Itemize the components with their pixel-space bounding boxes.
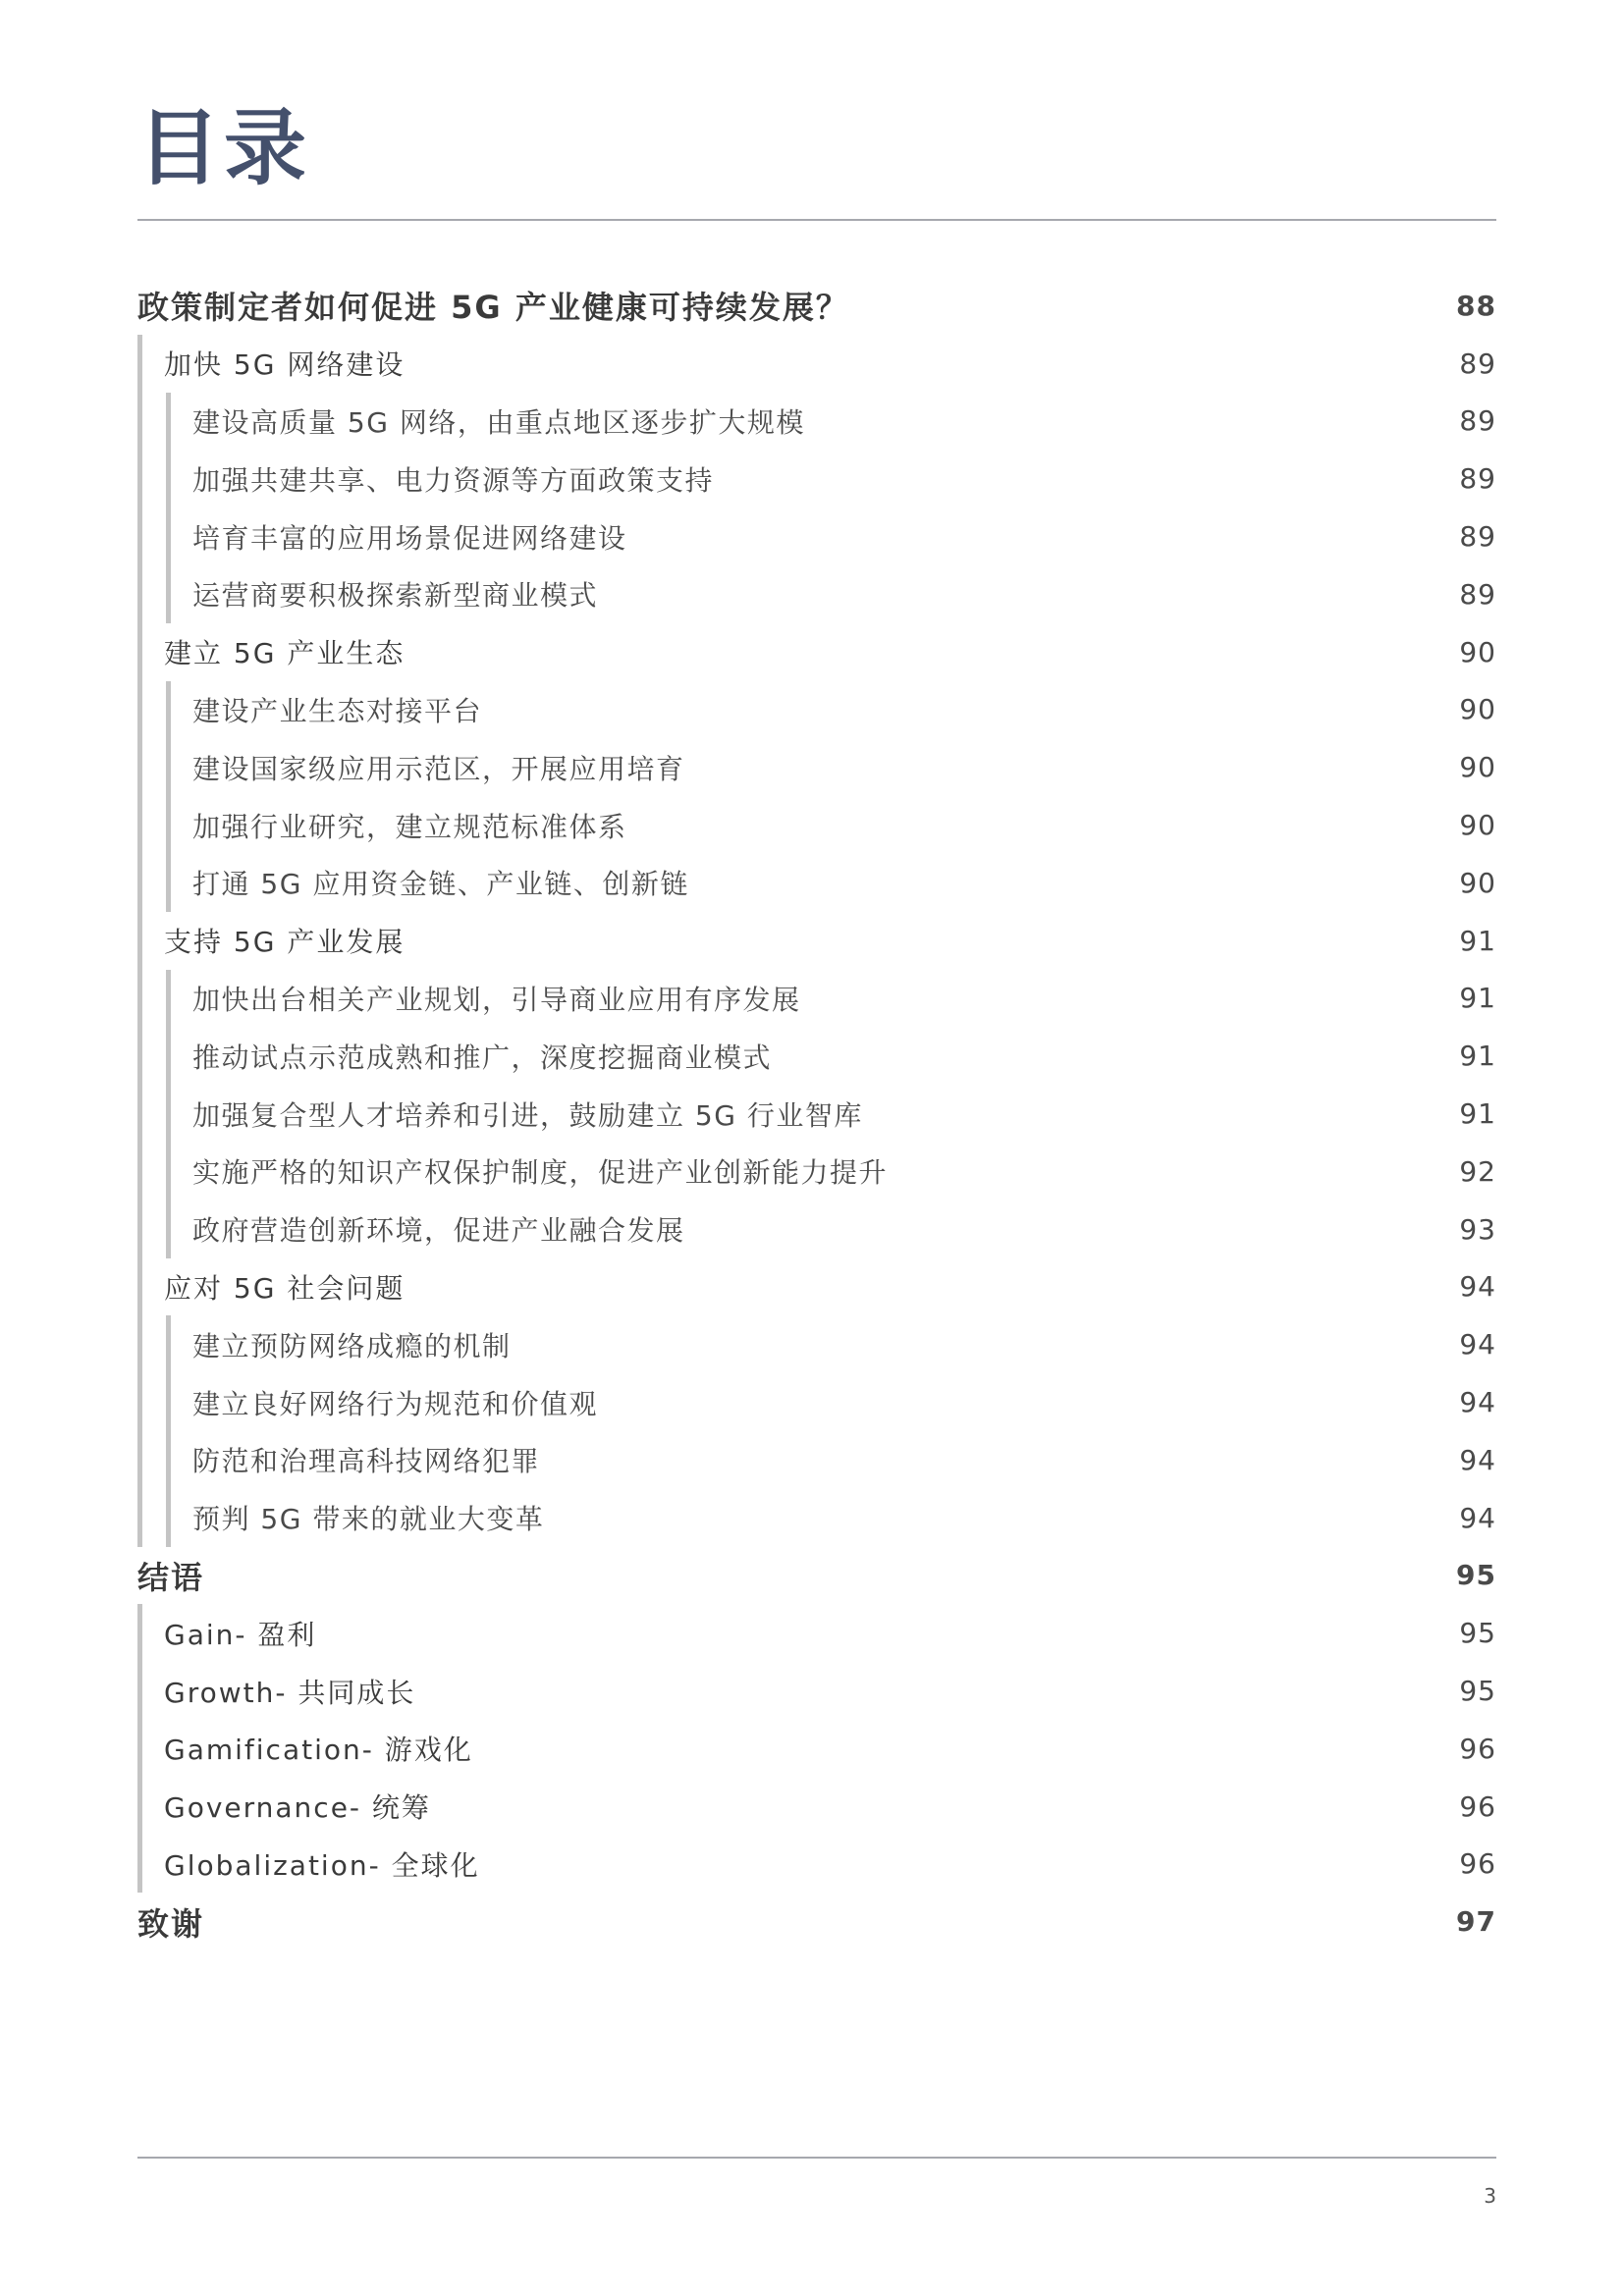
toc-entry-title: 推动试点示范成熟和推广，深度挖掘商业模式 [192, 1041, 773, 1074]
toc-entry-subsection[interactable] [137, 1431, 1496, 1489]
toc-entry-subsection[interactable] [137, 1027, 1496, 1085]
toc-entry-section[interactable] [137, 623, 1496, 681]
toc-entry-title: 预判 5G 带来的就业大变革 [192, 1503, 545, 1536]
toc-entry-subsection[interactable] [137, 450, 1496, 507]
toc-entry-page-number: 95 [1456, 1559, 1496, 1592]
toc-entry-subsection[interactable] [137, 1373, 1496, 1431]
toc-entry-page-number: 94 [1459, 1386, 1496, 1419]
toc-entry-page-number: 97 [1456, 1905, 1496, 1939]
toc-entry-section[interactable] [137, 1604, 1496, 1662]
toc-entry-page-number: 89 [1459, 462, 1496, 496]
page-title: 目录 [137, 100, 311, 196]
section-group [137, 335, 1496, 1547]
toc-entry-subsection[interactable] [137, 393, 1496, 451]
toc-entry-page-number: 93 [1459, 1212, 1496, 1246]
toc-entry-page-number: 95 [1459, 1617, 1496, 1650]
toc-entry-page-number: 89 [1459, 577, 1496, 611]
toc-entry-page-number: 94 [1459, 1328, 1496, 1362]
toc-entry-title: Globalization- 全球化 [164, 1848, 480, 1882]
toc-entry-subsection[interactable] [137, 1315, 1496, 1373]
toc-entry-section[interactable] [137, 1720, 1496, 1778]
toc-entry-page-number: 91 [1459, 982, 1496, 1015]
toc-entry-title: 实施严格的知识产权保护制度，促进产业创新能力提升 [192, 1156, 889, 1190]
toc-entry-page-number: 90 [1459, 693, 1496, 726]
toc-entry-page-number: 89 [1459, 404, 1496, 438]
toc-entry-title: 致谢 [137, 1904, 205, 1943]
toc-entry-title: 支持 5G 产业发展 [164, 926, 406, 959]
toc-entry-page-number: 89 [1459, 347, 1496, 380]
toc-entry-page-number: 96 [1459, 1847, 1496, 1881]
toc-entry-subsection[interactable] [137, 738, 1496, 796]
header-divider [137, 219, 1496, 221]
toc-entry-page-number: 89 [1459, 520, 1496, 554]
toc-entry-title: Gain- 盈利 [164, 1618, 317, 1651]
toc-entry-page-number: 90 [1459, 809, 1496, 842]
toc-entry-page-number: 88 [1456, 289, 1496, 322]
toc-entry-section[interactable] [137, 1662, 1496, 1720]
toc-entry-page-number: 96 [1459, 1789, 1496, 1823]
toc-entry-title: 建设国家级应用示范区，开展应用培育 [192, 752, 685, 785]
toc-entry-chapter[interactable] [137, 1893, 1496, 1950]
toc-entry-title: 加强共建共享、电力资源等方面政策支持 [192, 463, 715, 497]
toc-entry-title: 结语 [137, 1558, 205, 1596]
toc-entry-title: 打通 5G 应用资金链、产业链、创新链 [192, 868, 689, 901]
section-group [137, 1604, 1496, 1893]
subsection-group [137, 393, 1496, 623]
toc-entry-title: 培育丰富的应用场景促进网络建设 [192, 521, 627, 555]
subsection-group [137, 970, 1496, 1258]
toc-entry-title: 建设高质量 5G 网络，由重点地区逐步扩大规模 [192, 405, 805, 439]
toc-entry-page-number: 91 [1459, 1040, 1496, 1073]
toc-entry-title: Growth- 共同成长 [164, 1676, 416, 1709]
toc-entry-title: 加快 5G 网络建设 [164, 348, 406, 382]
toc-entry-title: 防范和治理高科技网络犯罪 [192, 1445, 541, 1478]
toc-entry-title: 运营商要积极探索新型商业模式 [192, 579, 599, 613]
toc-entry-subsection[interactable] [137, 507, 1496, 565]
toc-entry-chapter[interactable] [137, 277, 1496, 335]
toc-entry-page-number: 92 [1459, 1154, 1496, 1188]
toc-entry-page-number: 95 [1459, 1675, 1496, 1708]
toc-entry-page-number: 94 [1459, 1501, 1496, 1534]
page-number: 3 [1484, 2184, 1496, 2208]
toc-entry-title: 加强行业研究，建立规范标准体系 [192, 810, 627, 843]
toc-entry-subsection[interactable] [137, 796, 1496, 854]
toc-entry-section[interactable] [137, 1778, 1496, 1836]
toc-entry-subsection[interactable] [137, 681, 1496, 739]
toc-entry-subsection[interactable] [137, 1201, 1496, 1258]
toc-entry-chapter[interactable] [137, 1547, 1496, 1605]
toc-entry-page-number: 91 [1459, 1097, 1496, 1131]
toc-entry-title: 加快出台相关产业规划，引导商业应用有序发展 [192, 983, 801, 1016]
toc-entry-title: 加强复合型人才培养和引进，鼓励建立 5G 行业智库 [192, 1098, 863, 1132]
toc-entry-title: 应对 5G 社会问题 [164, 1271, 406, 1305]
toc-entry-title: 建立 5G 产业生态 [164, 637, 406, 670]
toc-entry-page-number: 90 [1459, 866, 1496, 899]
table-of-contents [137, 277, 1496, 1950]
toc-entry-title: 政府营造创新环境，促进产业融合发展 [192, 1214, 685, 1248]
toc-entry-subsection[interactable] [137, 854, 1496, 912]
subsection-group [137, 681, 1496, 912]
toc-entry-title: 政策制定者如何促进 5G 产业健康可持续发展？ [137, 289, 849, 327]
toc-entry-title: Governance- 统筹 [164, 1791, 431, 1825]
toc-entry-title: 建设产业生态对接平台 [192, 694, 483, 727]
toc-entry-page-number: 91 [1459, 924, 1496, 957]
toc-entry-section[interactable] [137, 1258, 1496, 1316]
toc-entry-title: 建立预防网络成瘾的机制 [192, 1329, 512, 1362]
toc-entry-section[interactable] [137, 335, 1496, 393]
toc-entry-subsection[interactable] [137, 1085, 1496, 1143]
footer-divider [137, 2157, 1496, 2159]
toc-entry-title: Gamification- 游戏化 [164, 1734, 473, 1767]
toc-entry-page-number: 90 [1459, 635, 1496, 668]
toc-entry-title: 建立良好网络行为规范和价值观 [192, 1387, 599, 1420]
toc-entry-page-number: 90 [1459, 751, 1496, 784]
toc-entry-page-number: 96 [1459, 1732, 1496, 1765]
toc-entry-subsection[interactable] [137, 1143, 1496, 1201]
toc-entry-subsection[interactable] [137, 565, 1496, 623]
subsection-group [137, 1315, 1496, 1546]
toc-entry-section[interactable] [137, 912, 1496, 970]
toc-entry-page-number: 94 [1459, 1270, 1496, 1304]
toc-entry-section[interactable] [137, 1836, 1496, 1894]
toc-entry-subsection[interactable] [137, 1489, 1496, 1547]
toc-entry-subsection[interactable] [137, 970, 1496, 1028]
toc-entry-page-number: 94 [1459, 1443, 1496, 1476]
